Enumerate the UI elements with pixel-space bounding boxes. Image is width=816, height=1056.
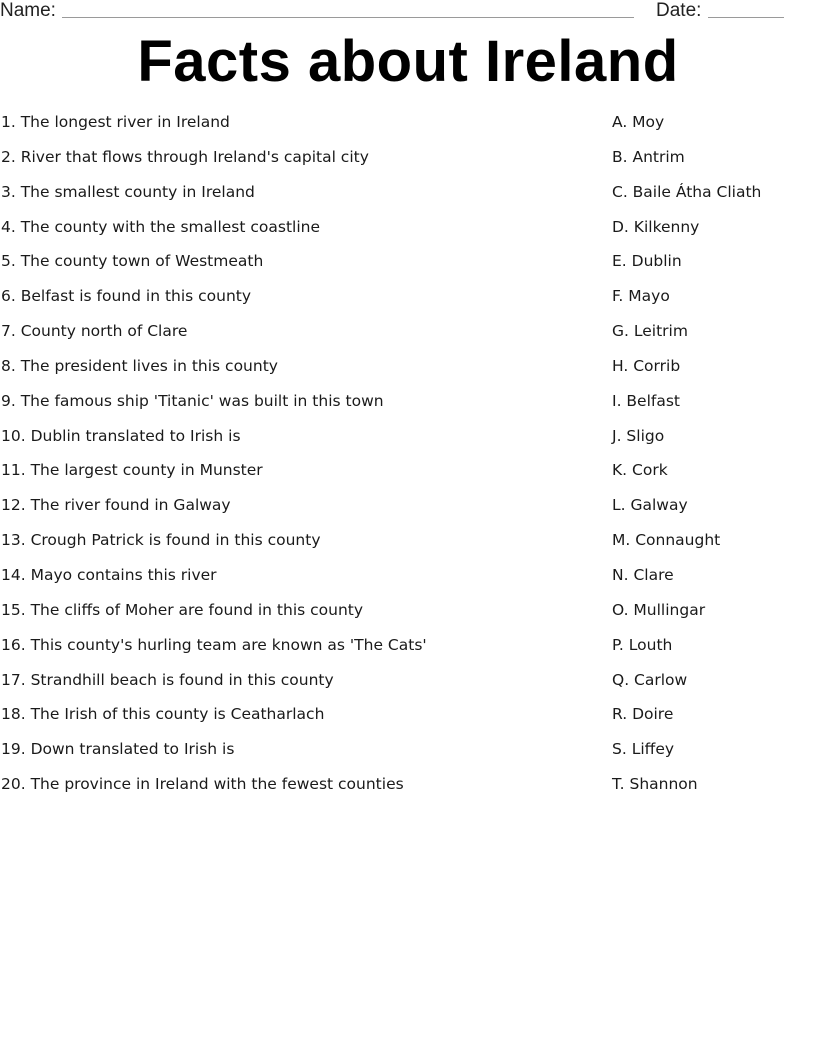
matching-row (0, 279, 816, 314)
answer-option: A. Moy (612, 113, 665, 131)
matching-row (0, 175, 816, 210)
answer-option: R. Doire (612, 705, 674, 724)
clue-item: 15. The cliffs of Moher are found in this county (1, 600, 364, 619)
answer-option: S. Liffey (612, 740, 675, 759)
answer-option: F. Mayo (612, 287, 670, 306)
answer-option: M. Connaught (612, 531, 721, 550)
matching-row (0, 767, 816, 802)
clue-item: 18. The Irish of this county is Ceatharlach (1, 705, 325, 724)
matching-row (0, 314, 816, 349)
matching-row (0, 140, 816, 175)
matching-list (0, 105, 816, 802)
worksheet-header (0, 0, 816, 24)
clue-item: 2. River that flows through Ireland's capital city (1, 147, 369, 166)
matching-row (0, 558, 816, 593)
date-label: Date: (656, 0, 702, 21)
clue-item: 10. Dublin translated to Irish is (1, 426, 241, 445)
answer-option: Q. Carlow (612, 670, 688, 689)
clue-item: 6. Belfast is found in this county (1, 287, 252, 306)
name-label: Name: (0, 0, 56, 21)
answer-option: C. Baile Átha Cliath (612, 182, 762, 201)
clue-item: 3. The smallest county in Ireland (1, 182, 255, 201)
matching-row (0, 105, 816, 140)
answer-option: J. Sligo (612, 426, 665, 445)
matching-row (0, 384, 816, 419)
answer-option: I. Belfast (612, 391, 681, 410)
clue-item: 17. Strandhill beach is found in this county (1, 670, 334, 689)
answer-option: E. Dublin (612, 252, 682, 271)
matching-row (0, 663, 816, 698)
clue-item: 13. Crough Patrick is found in this county (1, 531, 321, 550)
clue-item: 19. Down translated to Irish is (1, 740, 235, 759)
matching-row (0, 732, 816, 767)
clue-item: 5. The county town of Westmeath (1, 252, 264, 271)
date-blank-line[interactable] (708, 17, 784, 18)
answer-option: B. Antrim (612, 147, 685, 166)
answer-option: N. Clare (612, 565, 674, 584)
matching-row (0, 628, 816, 663)
matching-row (0, 593, 816, 628)
matching-row (0, 349, 816, 384)
matching-row (0, 453, 816, 488)
clue-item: 1. The longest river in Ireland (1, 113, 230, 131)
answer-option: K. Cork (612, 461, 668, 480)
clue-item: 11. The largest county in Munster (1, 461, 263, 480)
clue-item: 20. The province in Ireland with the fewest counties (1, 775, 404, 794)
answer-option: D. Kilkenny (612, 217, 700, 236)
answer-option: H. Corrib (612, 356, 681, 375)
clue-item: 9. The famous ship 'Titanic' was built in this town (1, 391, 384, 410)
matching-row (0, 488, 816, 523)
page-title: Facts about Ireland (137, 29, 679, 94)
answer-option: T. Shannon (612, 775, 698, 794)
matching-row (0, 697, 816, 732)
clue-item: 7. County north of Clare (1, 322, 188, 341)
answer-option: L. Galway (612, 496, 688, 515)
clue-item: 16. This county's hurling team are known as 'The Cats' (1, 635, 427, 654)
answer-option: P. Louth (612, 635, 673, 654)
clue-item: 4. The county with the smallest coastline (1, 217, 321, 236)
matching-row (0, 419, 816, 454)
clue-item: 14. Mayo contains this river (1, 565, 217, 584)
matching-row (0, 210, 816, 245)
matching-row (0, 244, 816, 279)
answer-option: G. Leitrim (612, 322, 688, 341)
clue-item: 12. The river found in Galway (1, 496, 231, 515)
clue-item: 8. The president lives in this county (1, 356, 278, 375)
name-blank-line[interactable] (62, 17, 634, 18)
matching-row (0, 523, 816, 558)
answer-option: O. Mullingar (612, 600, 706, 619)
